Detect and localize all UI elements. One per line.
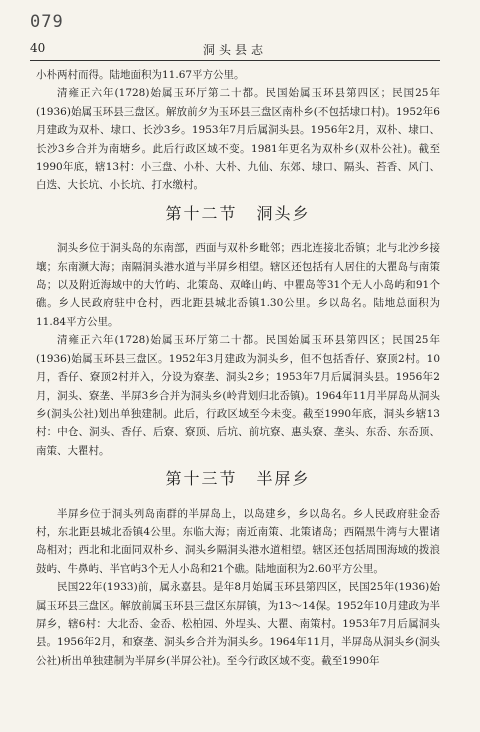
paragraph: 清雍正六年(1728)始属玉环厅第二十都。民国始属玉环县第四区；民国25年(1936)始属玉环县三盘区。解放前夕为玉环县三盘区南朴乡(不包括埭口村)。1952年6月建政为双朴、埭口、长沙3乡。1953年7月后属洞头县。1956年2月，双朴、埭口、长沙3乡合并为南塘乡。此后行政区域不变。1981年更名为双朴乡(双朴公社)。截至1990年底，辖13村：小三盘、小朴、大朴、九仙、东郊、埭口、隔头、苔香、风门、白迭、大长坑、小长坑、打水缴村。 bbox=[36, 87, 440, 192]
paragraph-continued: 小朴两村而得。陆地面积为11.67平方公里。 bbox=[36, 69, 245, 81]
paragraph: 半屏乡位于洞头列岛南群的半屏岛上，以岛建乡，乡以岛名。乡人民政府驻金岙村，东北距县城北岙镇4公里。东临大海；南近南策、北策诸岛；西隔黑牛湾与大瞿诸岛相对；西北和北面同双朴乡、洞头乡隔洞头港水道相望。辖区还包括周围海域的拨浪鼓屿、牛鼻屿、半官屿3个无人小岛和21个礁。陆地面积为2.60平方公里。 bbox=[36, 507, 440, 575]
page-number: 40 bbox=[30, 41, 46, 55]
page-body bbox=[36, 66, 440, 670]
section-heading-13 bbox=[36, 470, 440, 488]
page-stamp: 079 bbox=[30, 12, 64, 32]
paragraph: 民国22年(1933)前，属永嘉县。是年8月始属玉环县第四区，民国25年(1936)始属玉环县三盘区。解放前属玉环县三盘区东屏镇，为13～14保。1952年10月建政为半屏乡，辖6村：大北岙、金岙、松柏园、外埕头、大瞿、南策村。1953年7月后属洞头县。1956年2月，和寮垄、洞头乡合并为洞头乡。1964年11月，半屏岛从洞头乡(洞头公社)析出单独建制为半屏乡(半屏公社)。至今行政区域不变。截至1990年 bbox=[36, 581, 440, 667]
paragraph: 洞头乡位于洞头岛的东南部，西面与双朴乡毗邻；西北连接北岙镇；北与北沙乡接壤；东南濒大海；南隔洞头港水道与半屏乡相望。辖区还包括有人居住的大瞿岛与南策岛；以及附近海域中的大竹屿、北策岛、双峰山屿、中瞿岛等31个无人小岛屿和91个礁。乡人民政府驻中仓村，西北距县城北岙镇1.30公里。乡以岛名。陆地总面积为11.84平方公里。 bbox=[36, 242, 440, 328]
running-title: 洞头县志 bbox=[202, 43, 267, 57]
section-name: 洞头乡 bbox=[256, 203, 311, 223]
section-name: 半屏乡 bbox=[256, 469, 311, 489]
section-number: 第十三节 bbox=[165, 469, 238, 489]
paragraph: 清雍正六年(1728)始属玉环厅第二十都。民国始属玉环县第四区；民国25年(1936)始属玉环县三盘区。1952年3月建政为洞头乡，但不包括香仔、寮顶2村。10月，香仔、寮顶2村并入，分设为寮垄、洞头2乡；1953年7月后属洞头县。1956年2月，洞头、寮垄、半屏3乡合并为洞头乡(岭背划归北岙镇)。1964年11月半屏岛从洞头乡(洞头公社)划出单独建制。此后，行政区域至今未变。截至1990年底，洞头乡辖13村：中仓、洞头、香仔、后寮、寮顶、后坑、前坑寮、惠头寮、垄头、东岙、东岙顶、南策、大瞿村。 bbox=[36, 334, 440, 457]
section-heading-12 bbox=[36, 205, 440, 223]
section-number: 第十二节 bbox=[165, 203, 238, 223]
page-header bbox=[30, 38, 440, 61]
